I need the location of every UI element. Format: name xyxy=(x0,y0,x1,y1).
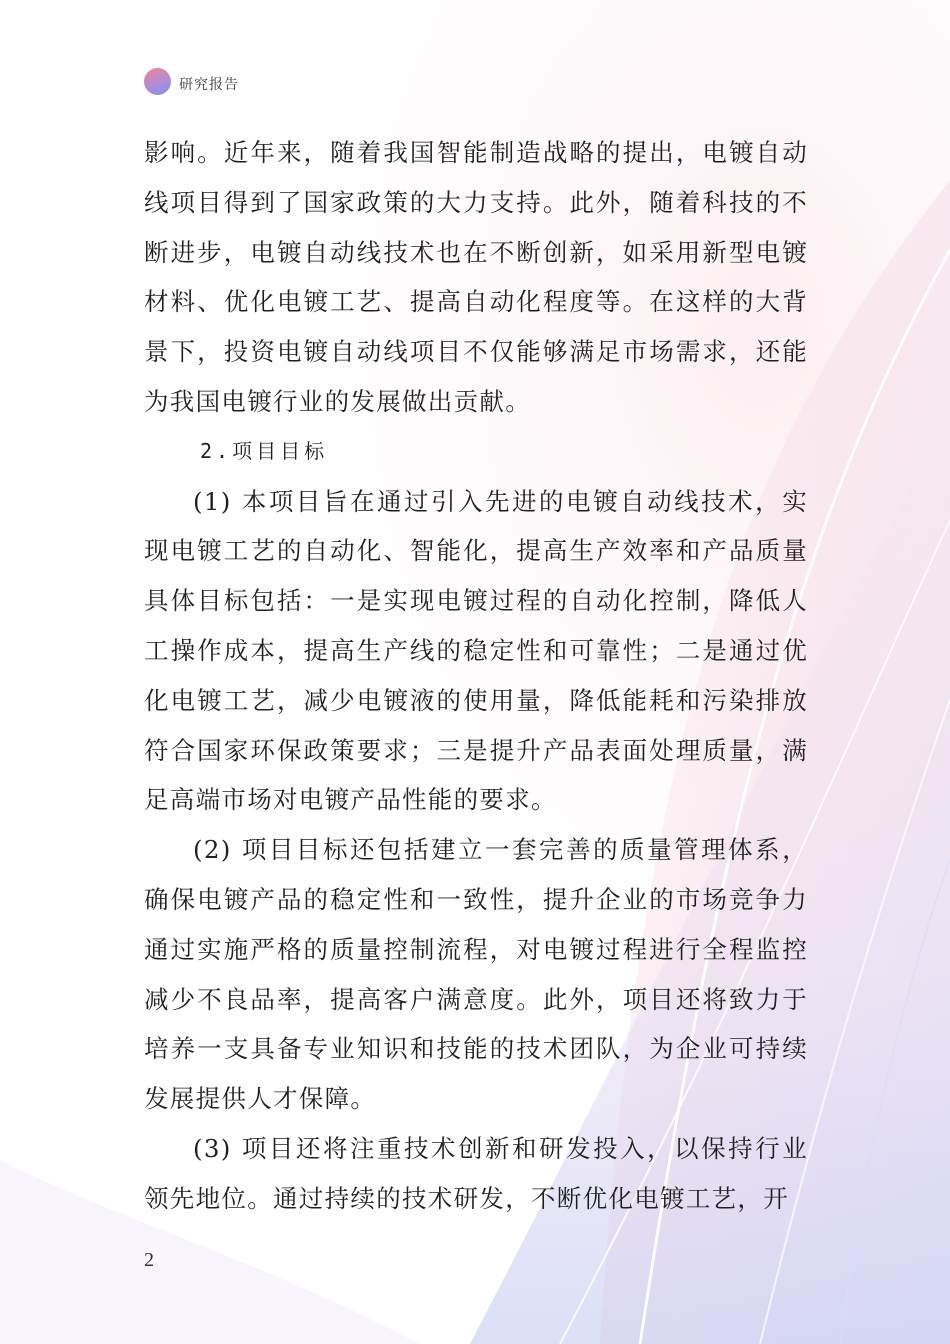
page-number: 2 xyxy=(144,1249,154,1271)
section-heading: 2.项目目标 xyxy=(200,438,329,463)
report-header xyxy=(144,67,239,95)
header-title: 研究报告 xyxy=(179,77,239,93)
paragraph-2: (2) 项目目标还包括建立一套完善的质量管理体系，确保电镀产品的稳定性和一致性，提升企业的市场竞争力通过实施严格的质量控制流程，对电镀过程进行全程监控减少不良品率，提高客户满意度。此外，项目还将致力于培养一支具备专业知识和技能的技术团队，为企业可持续发展提供人才保障。 xyxy=(144,835,808,1114)
paragraph-3: (3) 项目还将注重技术创新和研发投入，以保持行业领先地位。通过持续的技术研发，不断优化电镀工艺，开 xyxy=(144,1133,808,1213)
paragraph-1: (1) 本项目旨在通过引入先进的电镀自动线技术，实现电镀工艺的自动化、智能化，提高生产效率和产品质量具体目标包括：一是实现电镀过程的自动化控制，降低人工操作成本，提高生产线的稳定性和可靠性；二是通过优化电镀工艺，减少电镀液的使用量，降低能耗和污染排放符合国家环保政策要求；三是提升产品表面处理质量，满足高端市场对电镀产品性能的要求。 xyxy=(144,486,808,815)
paragraph-intro: 影响。近年来，随着我国智能制造战略的提出，电镀自动线项目得到了国家政策的大力支持。此外，随着科技的不断进步，电镀自动线技术也在不断创新，如采用新型电镀材料、优化电镀工艺、提高自动化程度等。在这样的大背景下，投资电镀自动线项目不仅能够满足市场需求，还能为我国电镀行业的发展做出贡献。 xyxy=(144,138,808,416)
document-body xyxy=(144,128,808,1224)
logo-circle-icon xyxy=(144,68,171,95)
